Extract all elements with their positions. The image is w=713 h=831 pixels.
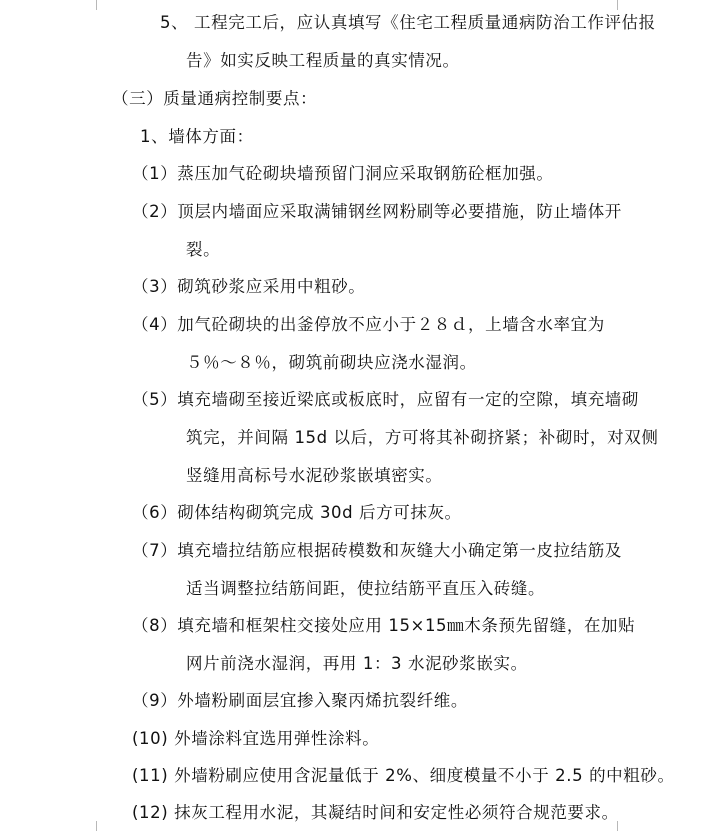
list-item-continuation: 裂。 <box>186 240 221 259</box>
list-item: （8）填充墙和框架柱交接处应用 15×15㎜木条预先留缝，在加贴 <box>132 616 636 635</box>
list-item: (11) 外墙粉刷应使用含泥量低于 2%、细度模量不小于 2.5 的中粗砂。 <box>132 766 675 785</box>
list-item: (12) 抹灰工程用水泥，其凝结时间和安定性必须符合规范要求。 <box>132 803 619 822</box>
paragraph-line: 5、 工程完工后，应认真填写《住宅工程质量通病防治工作评估报 <box>160 13 656 32</box>
list-item-continuation: 筑完，并间隔 15d 以后，方可将其补砌挤紧；补砌时，对双侧 <box>186 428 659 447</box>
list-item: （2）顶层内墙面应采取满铺钢丝网粉刷等必要措施，防止墙体开 <box>132 202 622 221</box>
list-item-continuation: 适当调整拉结筋间距，使拉结筋平直压入砖缝。 <box>186 579 546 598</box>
list-item: (10) 外墙涂料宜选用弹性涂料。 <box>132 729 380 748</box>
list-item-continuation: 竖缝用高标号水泥砂浆嵌填密实。 <box>186 466 443 485</box>
list-item-continuation: ５％～８％，砌筑前砌块应浇水湿润。 <box>186 353 477 372</box>
list-item: （9）外墙粉刷面层宜掺入聚丙烯抗裂纤维。 <box>132 691 468 710</box>
list-item: （5）填充墙砌至接近梁底或板底时，应留有一定的空隙，填充墙砌 <box>132 390 639 409</box>
subsection-heading: 1、墙体方面： <box>140 127 254 146</box>
list-item: （7）填充墙拉结筋应根据砖模数和灰缝大小确定第一皮拉结筋及 <box>132 541 622 560</box>
list-item: （3）砌筑砂浆应采用中粗砂。 <box>132 277 366 296</box>
section-heading: （三）质量通病控制要点： <box>112 89 318 108</box>
paragraph-line: 告》如实反映工程质量的真实情况。 <box>186 51 460 70</box>
list-item: （1）蒸压加气砼砌块墙预留门洞应采取钢筋砼框加强。 <box>132 164 554 183</box>
list-item: （4）加气砼砌块的出釜停放不应小于２８ｄ，上墙含水率宜为 <box>132 315 605 334</box>
list-item-continuation: 网片前浇水湿润，再用 1：3 水泥砂浆嵌实。 <box>186 654 528 673</box>
page-corner-mark <box>86 821 97 831</box>
page-corner-mark <box>617 0 628 10</box>
list-item: （6）砌体结构砌筑完成 30d 后方可抹灰。 <box>132 503 462 522</box>
page-corner-mark <box>86 0 97 10</box>
